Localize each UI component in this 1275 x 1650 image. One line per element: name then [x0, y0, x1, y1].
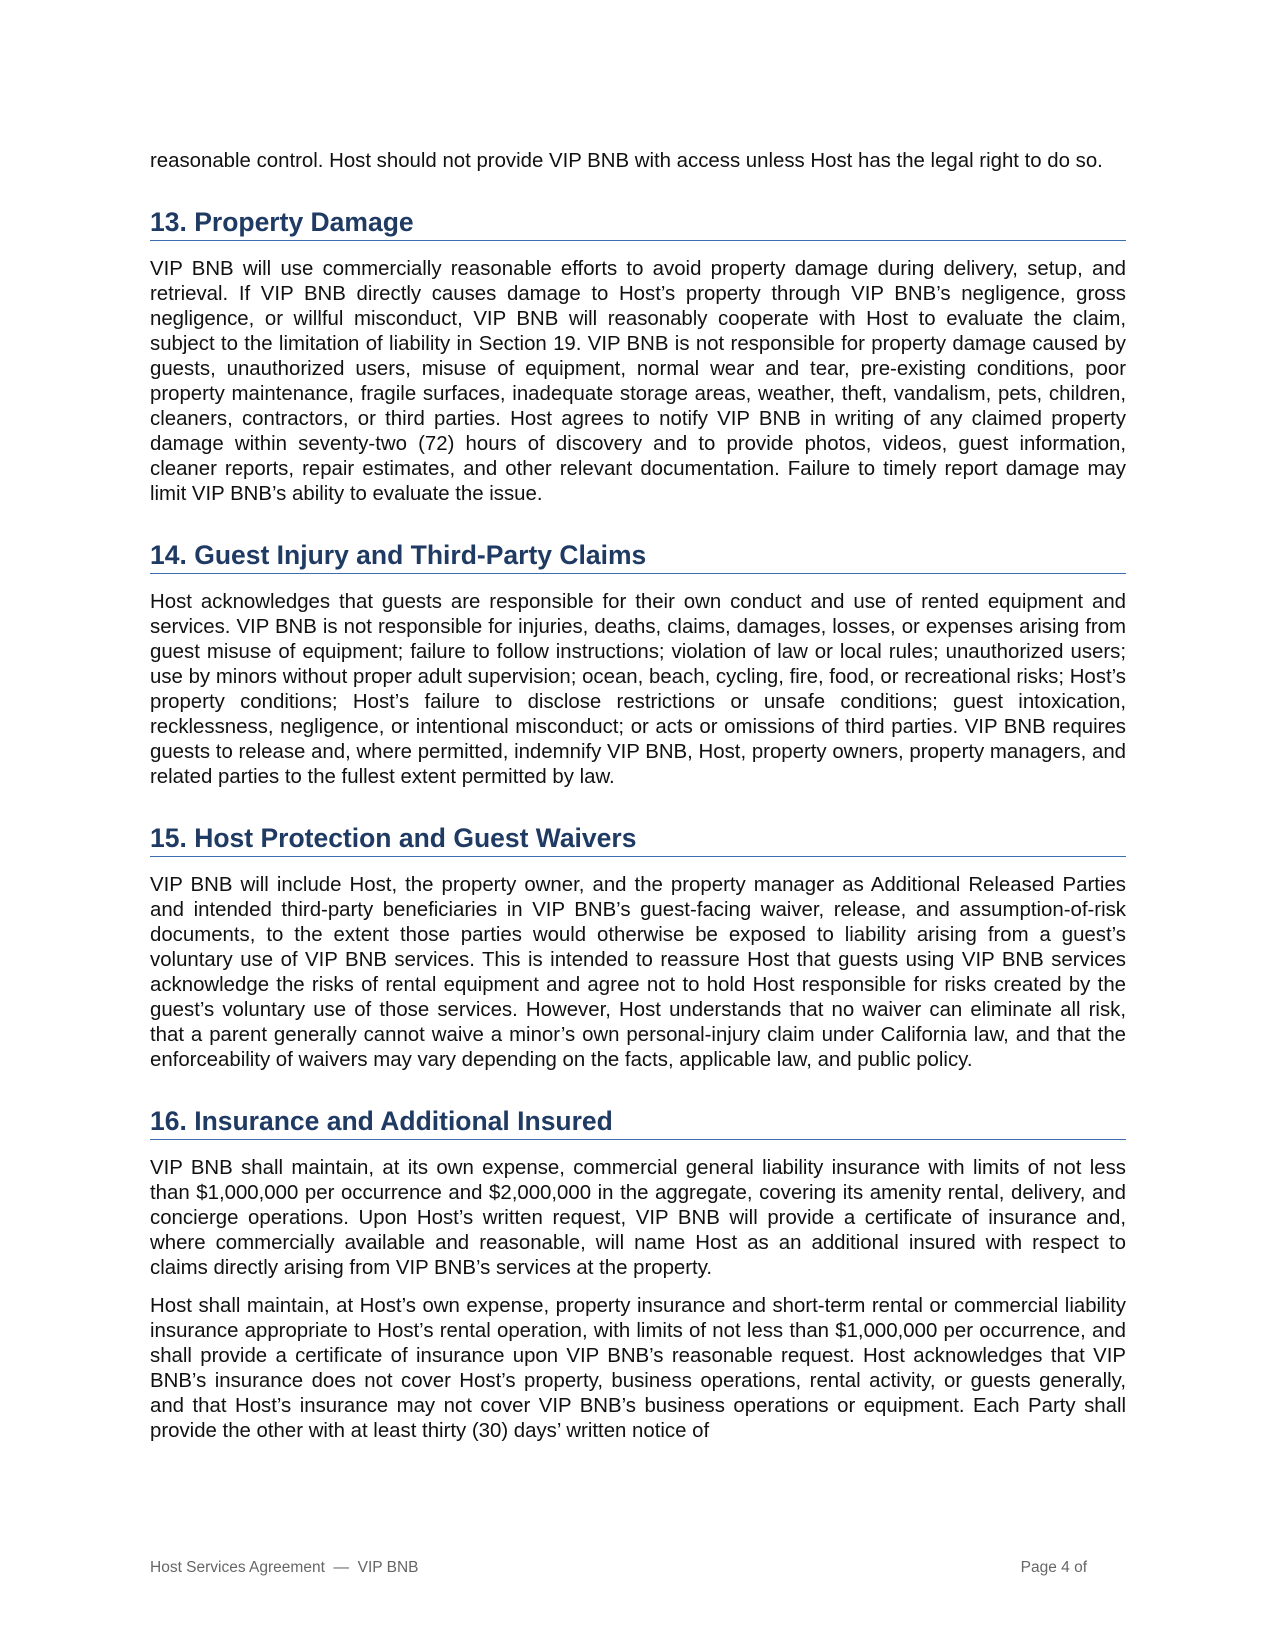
section-paragraph: Host shall maintain, at Host’s own expense, property insurance and short-term rental or commercial liability insurance appropriate to Host’s rental operation, with limits of not less than $1,000,000 per occurrence, and shall provide a certificate of insurance upon VIP BNB’s reasonable request. Host acknowledges that VIP BNB’s insurance does not cover Host’s property, business operations, rental activity, or guests generally, and that Host’s insurance may not cover VIP BNB’s business operations or equipment. Each Party shall provide the other with at least thirty (30) days’ written notice of [150, 1295, 1126, 1442]
document-page [150, 149, 1126, 1444]
section-property-damage [150, 207, 1126, 507]
footer-document-title: Host Services Agreement — VIP BNB [150, 1559, 419, 1576]
section-insurance [150, 1106, 1126, 1444]
section-heading: 16. Insurance and Additional Insured [150, 1106, 1126, 1140]
page-footer [150, 1559, 1087, 1577]
section-paragraph: Host acknowledges that guests are responsible for their own conduct and use of rented equipment and services. VIP BNB is not responsible for injuries, deaths, claims, damages, losses, or expenses arising from guest misuse of equipment; failure to follow instructions; violation of law or local rules; unauthorized users; use by minors without proper adult supervision; ocean, beach, cycling, fire, food, or recreational risks; Host’s property conditions; Host’s failure to disclose restrictions or unsafe conditions; guest intoxication, recklessness, negligence, or intentional misconduct; or acts or omissions of third parties. VIP BNB requires guests to release and, where permitted, indemnify VIP BNB, Host, property owners, property managers, and related parties to the fullest extent permitted by law. [150, 591, 1126, 788]
section-paragraph: VIP BNB will use commercially reasonable efforts to avoid property damage during delivery, setup, and retrieval. If VIP BNB directly causes damage to Host’s property through VIP BNB’s negligence, gross negligence, or willful misconduct, VIP BNB will reasonably cooperate with Host to evaluate the claim, subject to the limitation of liability in Section 19. VIP BNB is not responsible for property damage caused by guests, unauthorized users, misuse of equipment, normal wear and tear, pre-existing conditions, poor property maintenance, fragile surfaces, inadequate storage areas, weather, theft, vandalism, pets, children, cleaners, contractors, or third parties. Host agrees to notify VIP BNB in writing of any claimed property damage within seventy-two (72) hours of discovery and to provide photos, videos, guest information, cleaner reports, repair estimates, and other relevant documentation. Failure to timely report damage may limit VIP BNB’s ability to evaluate the issue. [150, 258, 1126, 505]
section-paragraph: VIP BNB will include Host, the property owner, and the property manager as Additional Released Parties and intended third-party beneficiaries in VIP BNB’s guest-facing waiver, release, and assumption-of-risk documents, to the extent those parties would otherwise be exposed to liability arising from a guest’s voluntary use of VIP BNB services. This is intended to reassure Host that guests using VIP BNB services acknowledge the risks of rental equipment and agree not to hold Host responsible for risks created by the guest’s voluntary use of those services. However, Host understands that no waiver can eliminate all risk, that a parent generally cannot waive a minor’s own personal-injury claim under California law, and that the enforceability of waivers may vary depending on the facts, applicable law, and public policy. [150, 874, 1126, 1071]
intro-paragraph: reasonable control. Host should not provide VIP BNB with access unless Host has the legal right to do so. [150, 150, 1103, 172]
section-guest-injury [150, 540, 1126, 790]
section-heading: 13. Property Damage [150, 207, 1126, 241]
section-paragraph: VIP BNB shall maintain, at its own expense, commercial general liability insurance with limits of not less than $1,000,000 per occurrence and $2,000,000 in the aggregate, covering its amenity rental, delivery, and concierge operations. Upon Host’s written request, VIP BNB will provide a certificate of insurance and, where commercially available and reasonable, will name Host as an additional insured with respect to claims directly arising from VIP BNB’s services at the property. [150, 1157, 1126, 1279]
section-host-protection [150, 823, 1126, 1073]
section-heading: 15. Host Protection and Guest Waivers [150, 823, 1126, 857]
footer-page-number: Page 4 of [1020, 1559, 1087, 1576]
section-heading: 14. Guest Injury and Third-Party Claims [150, 540, 1126, 574]
